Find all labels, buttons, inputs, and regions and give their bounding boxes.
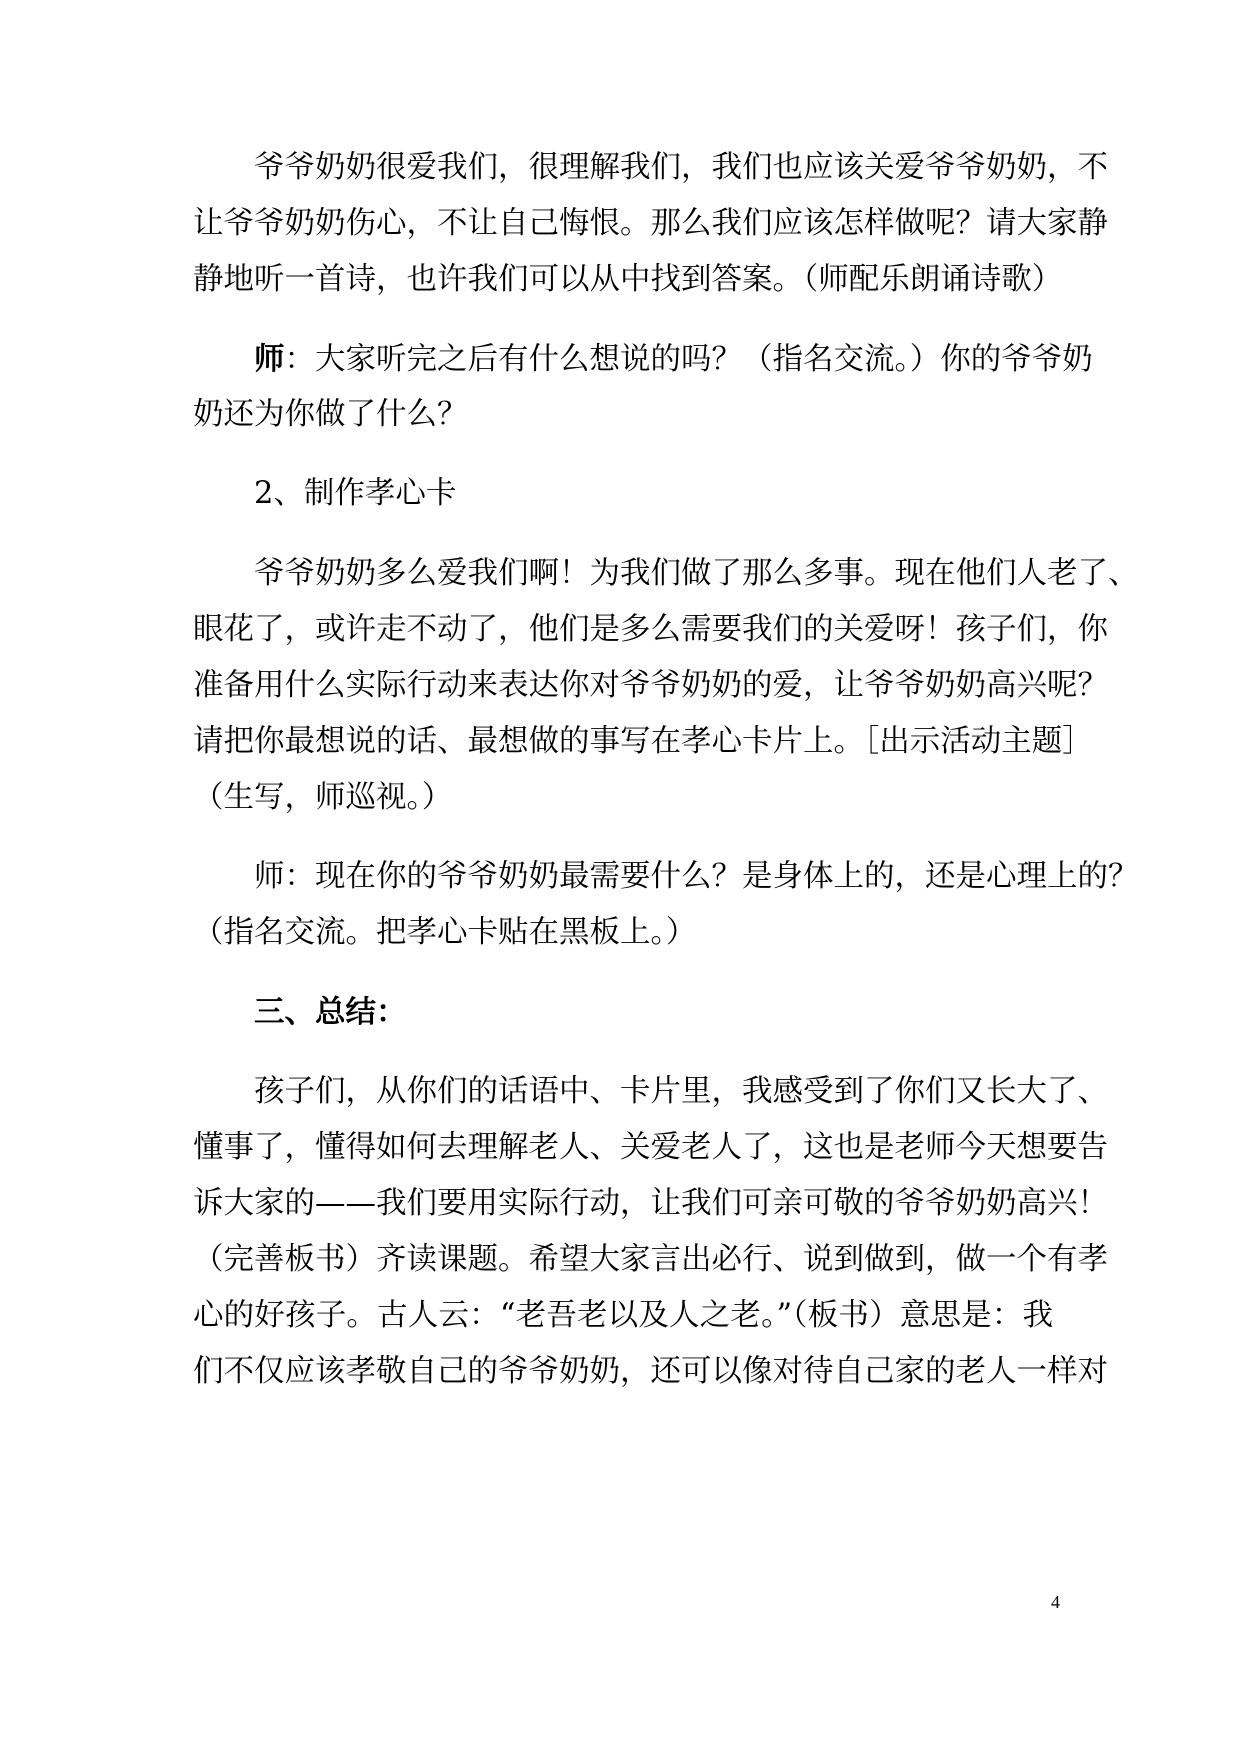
paragraph-line: （指名交流。把孝心卡贴在黑板上。） xyxy=(193,915,697,950)
paragraph-line: 让爷爷奶奶伤心，不让自己悔恨。那么我们应该怎样做呢？请大家静 xyxy=(193,206,1108,241)
speaker-label: 师 xyxy=(254,341,285,377)
section-heading: 2、制作孝心卡 xyxy=(193,476,457,511)
paragraph-line: （生写，师巡视。） xyxy=(193,780,453,815)
page-number: 4 xyxy=(1051,1592,1060,1612)
paragraph-line: 请把你最想说的话、最想做的事写在孝心卡片上。［出示活动主题］ xyxy=(193,724,1093,759)
paragraph-line: 诉大家的——我们要用实际行动，让我们可亲可敬的爷爷奶奶高兴！ xyxy=(193,1186,1108,1221)
paragraph-line: 奶还为你做了什么？ xyxy=(193,397,468,432)
paragraph-line: （完善板书）齐读课题。希望大家言出必行、说到做到，做一个有孝 xyxy=(193,1242,1108,1277)
speaker-text: ：大家听完之后有什么想说的吗？（指名交流。）你的爷爷奶 xyxy=(284,342,1093,377)
paragraph-line: 爷爷奶奶很爱我们，很理解我们，我们也应该关爱爷爷奶奶，不 xyxy=(193,150,1108,185)
paragraph-line: 静地听一首诗，也许我们可以从中找到答案。（师配乐朗诵诗歌） xyxy=(193,262,1063,297)
paragraph-line: 们不仅应该孝敬自己的爷爷奶奶，还可以像对待自己家的老人一样对 xyxy=(193,1354,1108,1389)
paragraph-line: 爷爷奶奶多么爱我们啊！为我们做了那么多事。现在他们人老了、 xyxy=(193,556,1139,591)
paragraph-line: 师：现在你的爷爷奶奶最需要什么？是身体上的，还是心理上的？ xyxy=(193,859,1139,894)
paragraph-line: 心的好孩子。古人云：“老吾老以及人之老。”（板书）意思是：我 xyxy=(193,1298,1053,1333)
paragraph-line: 准备用什么实际行动来表达你对爷爷奶奶的爱，让爷爷奶奶高兴呢？ xyxy=(193,668,1108,703)
section-heading-summary: 三、总结： xyxy=(193,994,407,1030)
indent xyxy=(193,342,254,377)
paragraph-line: 孩子们，从你们的话语中、卡片里，我感受到了你们又长大了、 xyxy=(193,1074,1108,1109)
paragraph-line xyxy=(193,339,1093,380)
paragraph-line: 眼花了，或许走不动了，他们是多么需要我们的关爱呀！孩子们，你 xyxy=(193,612,1108,647)
paragraph-line: 懂事了，懂得如何去理解老人、关爱老人了，这也是老师今天想要告 xyxy=(193,1130,1108,1165)
